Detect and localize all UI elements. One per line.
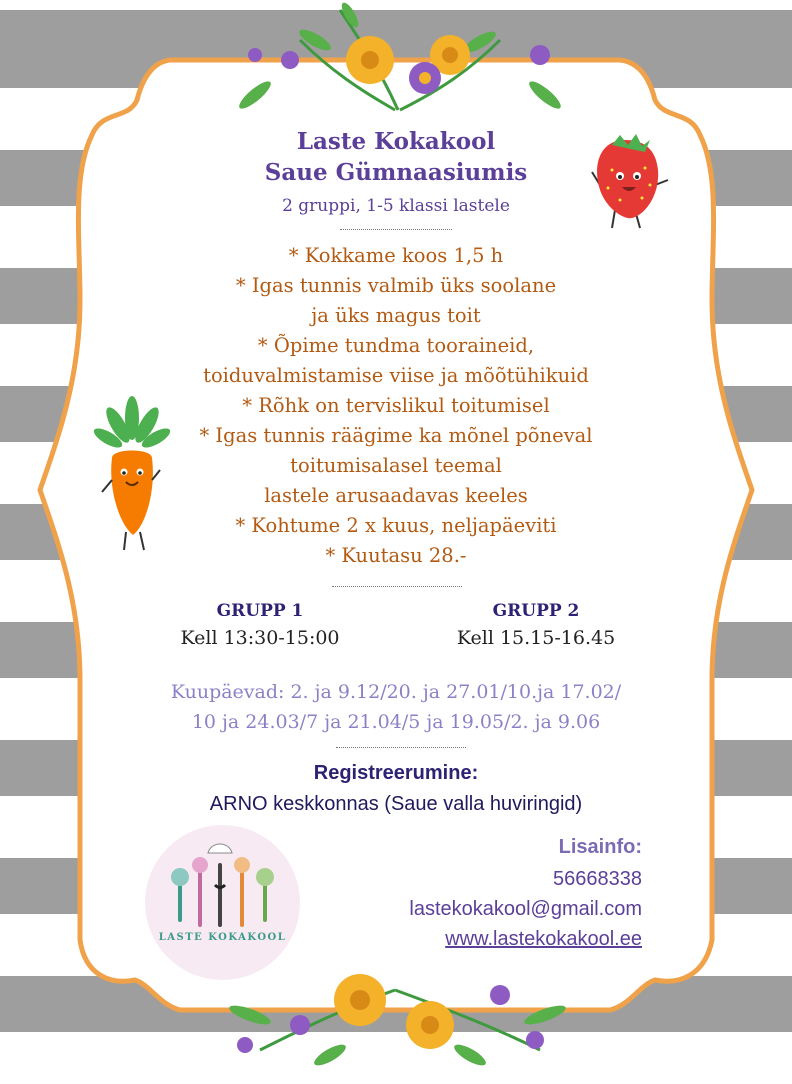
dates-line-1: Kuupäevad: 2. ja 9.12/20. ja 27.01/10.ja 17.02/ (170, 681, 622, 703)
contact-phone: 56668338 (553, 868, 642, 890)
feature-line: * Kokkame koos 1,5 h (288, 244, 504, 267)
feature-line: ja üks magus toit (311, 304, 481, 327)
registration-text: ARNO keskkonnas (Saue valla huviringid) (209, 793, 583, 815)
divider (340, 229, 452, 230)
laste-kokakool-logo (145, 825, 300, 980)
feature-line: * Rõhk on tervislikul toitumisel (242, 394, 550, 417)
title-line-1: Laste Kokakool (296, 128, 496, 155)
title-line-2: Saue Gümnaasiumis (264, 159, 528, 186)
logo-text: LASTE KOKAKOOL (158, 932, 287, 943)
divider (336, 747, 466, 748)
feature-line: * Kuutasu 28.- (325, 544, 467, 567)
contact-heading: Lisainfo: (558, 836, 642, 858)
contact-email[interactable]: lastekokakool@gmail.com (409, 898, 642, 920)
group-2-name: GRUPP 2 (492, 601, 580, 621)
group-1-time: Kell 13:30-15:00 (180, 627, 340, 649)
feature-line: toiduvalmistamise viise ja mõõtühikuid (203, 364, 589, 387)
subtitle: 2 gruppi, 1-5 klassi lastele (282, 196, 510, 216)
feature-line: * Õpime tundma tooraineid, (257, 334, 535, 357)
dates-line-2: 10 ja 24.03/7 ja 21.04/5 ja 19.05/2. ja 9.06 (191, 711, 601, 733)
feature-line: * Kohtume 2 x kuus, neljapäeviti (235, 514, 557, 537)
contact-website-link[interactable]: www.lastekokakool.ee (445, 928, 642, 950)
divider (332, 586, 462, 587)
group-2-time: Kell 15.15-16.45 (456, 627, 616, 649)
registration-heading: Registreerumine: (313, 762, 479, 784)
feature-line: * Igas tunnis räägime ka mõnel põneval (199, 424, 593, 447)
feature-line: toitumisalasel teemal (290, 454, 502, 477)
feature-line: * Igas tunnis valmib üks soolane (235, 274, 557, 297)
feature-line: lastele arusaadavas keeles (264, 484, 528, 507)
group-1-name: GRUPP 1 (216, 601, 304, 621)
cooking-utensils-logo (145, 825, 300, 980)
